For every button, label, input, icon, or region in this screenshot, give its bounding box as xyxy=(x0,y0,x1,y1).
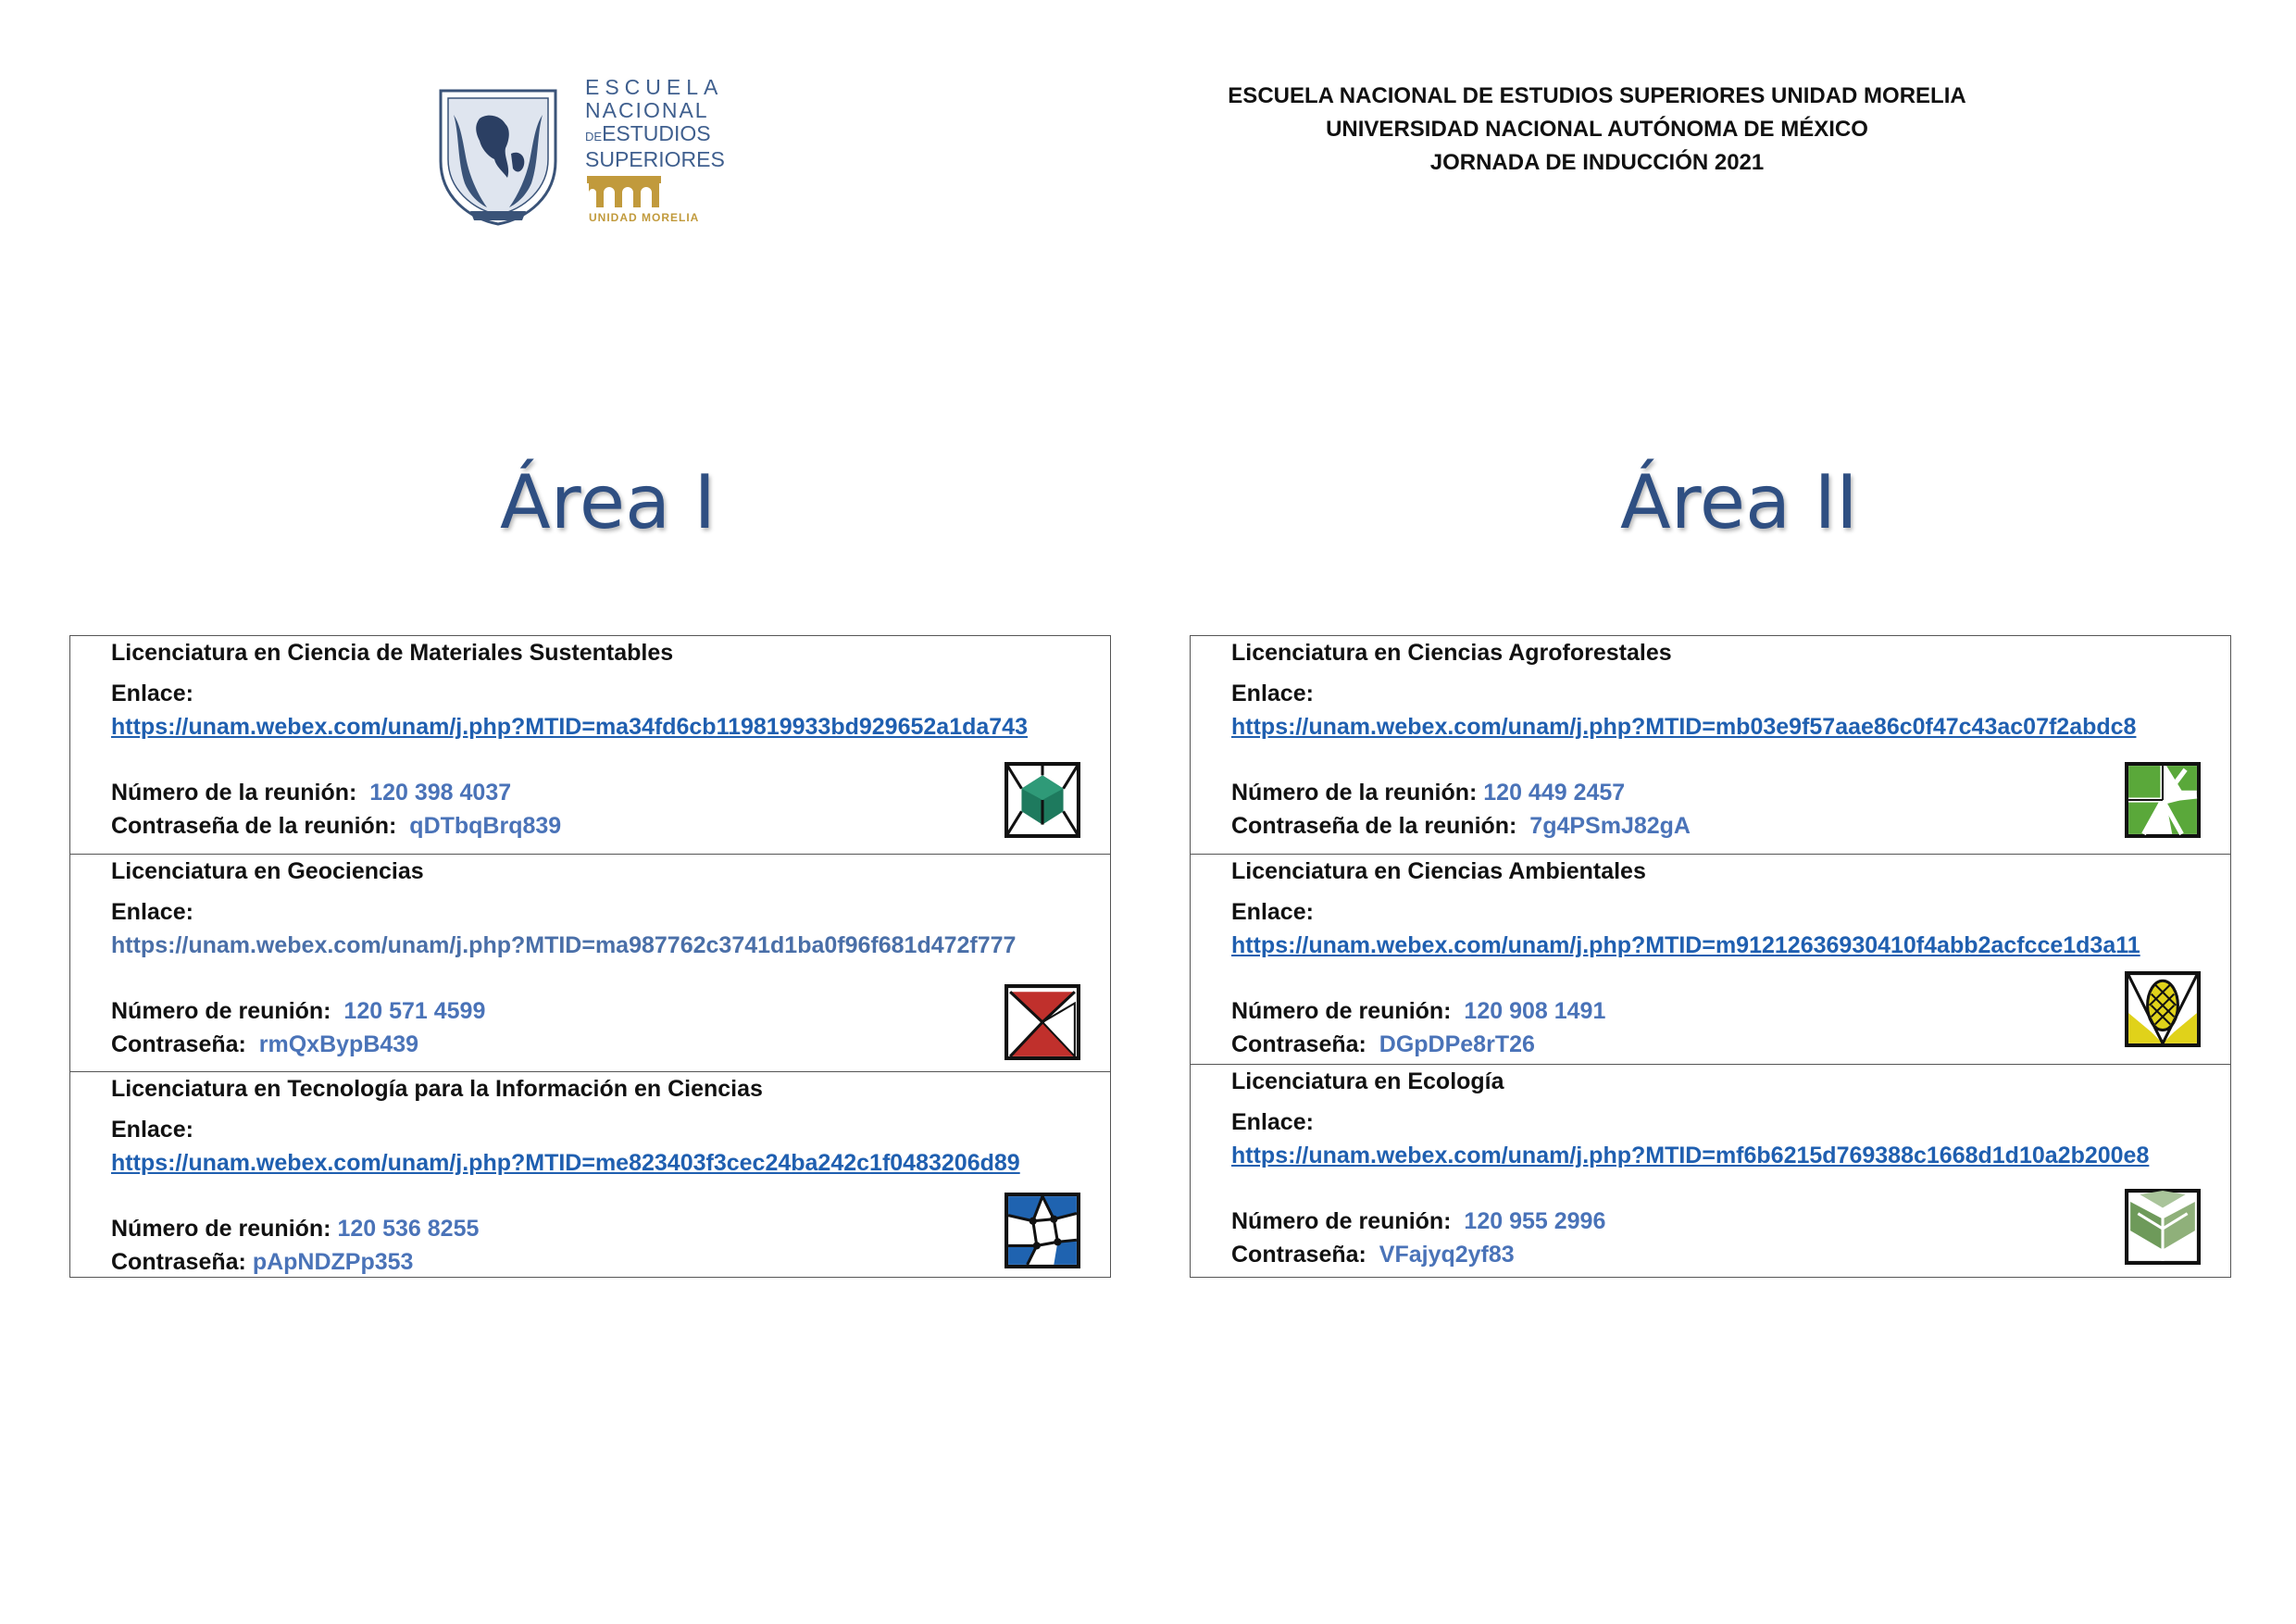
school-name xyxy=(585,76,724,171)
meeting-number-row: Número de la reunión: 120 398 4037 xyxy=(111,780,512,806)
meeting-password-row: Contraseña de la reunión: 7g4PSmJ82gA xyxy=(1231,813,1691,839)
meeting-link[interactable]: https://unam.webex.com/unam/j.php?MTID=ma987762c3741d1ba0f96f681d472f777 xyxy=(111,932,1017,958)
meeting-password-row: Contraseña: pApNDZPp353 xyxy=(111,1249,414,1275)
unidad-morelia-label: UNIDAD MORELIA xyxy=(589,211,700,224)
header-line-2: UNIVERSIDAD NACIONAL AUTÓNOMA DE MÉXICO xyxy=(1326,117,1868,142)
meeting-password: qDTbqBrq839 xyxy=(409,813,562,839)
meeting-number: 120 955 2996 xyxy=(1464,1208,1606,1234)
link-label: Enlace: xyxy=(111,1117,193,1143)
meeting-password-row: Contraseña de la reunión: qDTbqBrq839 xyxy=(111,813,562,839)
meeting-link[interactable]: https://unam.webex.com/unam/j.php?MTID=mb03e9f57aae86c0f47c43ac07f2abdc8 xyxy=(1231,714,2137,740)
meeting-number: 120 449 2457 xyxy=(1483,780,1626,806)
program-name: Licenciatura en Ciencias Ambientales xyxy=(1231,858,1646,884)
school-logo xyxy=(433,75,725,233)
meeting-number: 120 536 8255 xyxy=(337,1216,480,1242)
ecology-icon xyxy=(2125,1189,2201,1265)
school-name-line4: SUPERIORES xyxy=(585,147,725,171)
meeting-number-row: Número de reunión: 120 908 1491 xyxy=(1231,998,1606,1024)
program-name: Licenciatura en Ciencia de Materiales Sustentables xyxy=(111,640,674,666)
link-label: Enlace: xyxy=(111,681,193,706)
meeting-password: DGpDPe8rT26 xyxy=(1379,1031,1535,1057)
program-name: Licenciatura en Ciencias Agroforestales xyxy=(1231,640,1672,666)
meeting-password-row: Contraseña: rmQxBypB439 xyxy=(111,1031,419,1057)
header-line-1: ESCUELA NACIONAL DE ESTUDIOS SUPERIORES UNIDAD MORELIA xyxy=(1228,83,1966,108)
meeting-password: pApNDZPp353 xyxy=(252,1249,414,1275)
materials-icon xyxy=(1004,762,1080,838)
school-name-line3: DEESTUDIOS xyxy=(585,121,711,145)
meeting-number: 120 398 4037 xyxy=(369,780,512,806)
meeting-password-row: Contraseña: VFajyq2yf83 xyxy=(1231,1242,1515,1268)
program-entry xyxy=(1191,1064,2230,1277)
area-2-table xyxy=(1190,635,2231,1278)
program-name: Licenciatura en Geociencias xyxy=(111,858,424,884)
geosciences-icon xyxy=(1004,984,1080,1060)
document-header xyxy=(1065,80,2129,180)
program-entry xyxy=(1191,636,2230,854)
meeting-password: rmQxBypB439 xyxy=(258,1031,419,1057)
meeting-number: 120 908 1491 xyxy=(1464,998,1606,1024)
meeting-link[interactable]: https://unam.webex.com/unam/j.php?MTID=mf6b6215d769388c1668d1d10a2b200e8 xyxy=(1231,1143,2150,1168)
area-1-title: Área I xyxy=(500,459,717,545)
program-entry xyxy=(70,1071,1110,1277)
link-label: Enlace: xyxy=(1231,1109,1314,1135)
link-label: Enlace: xyxy=(1231,681,1314,706)
meeting-password: VFajyq2yf83 xyxy=(1379,1242,1515,1268)
arches-icon xyxy=(587,176,661,207)
meeting-link[interactable]: https://unam.webex.com/unam/j.php?MTID=me823403f3cec24ba242c1f0483206d89 xyxy=(111,1150,1020,1176)
meeting-number-row: Número de reunión: 120 536 8255 xyxy=(111,1216,480,1242)
unam-seal-icon xyxy=(433,81,563,226)
meeting-password: 7g4PSmJ82gA xyxy=(1529,813,1691,839)
school-name-line1: ESCUELA xyxy=(585,75,724,99)
link-label: Enlace: xyxy=(1231,899,1314,925)
program-entry xyxy=(1191,854,2230,1064)
environmental-icon xyxy=(2125,971,2201,1047)
school-name-line2: NACIONAL xyxy=(585,98,709,122)
agroforestry-icon xyxy=(2125,762,2201,838)
meeting-number-row: Número de la reunión: 120 449 2457 xyxy=(1231,780,1626,806)
program-entry xyxy=(70,636,1110,854)
meeting-number-row: Número de reunión: 120 955 2996 xyxy=(1231,1208,1606,1234)
area-1-table xyxy=(69,635,1111,1278)
program-name: Licenciatura en Ecología xyxy=(1231,1068,1504,1094)
program-name: Licenciatura en Tecnología para la Información en Ciencias xyxy=(111,1076,763,1102)
header-line-3: JORNADA DE INDUCCIÓN 2021 xyxy=(1429,150,1765,175)
meeting-number-row: Número de reunión: 120 571 4599 xyxy=(111,998,486,1024)
link-label: Enlace: xyxy=(111,899,193,925)
information-tech-icon xyxy=(1004,1193,1080,1268)
meeting-password-row: Contraseña: DGpDPe8rT26 xyxy=(1231,1031,1535,1057)
meeting-number: 120 571 4599 xyxy=(343,998,486,1024)
area-2-title: Área II xyxy=(1620,459,1858,545)
program-entry xyxy=(70,854,1110,1071)
meeting-link[interactable]: https://unam.webex.com/unam/j.php?MTID=ma34fd6cb119819933bd929652a1da743 xyxy=(111,714,1028,740)
meeting-link[interactable]: https://unam.webex.com/unam/j.php?MTID=m91212636930410f4abb2acfcce1d3a11 xyxy=(1231,932,2140,958)
